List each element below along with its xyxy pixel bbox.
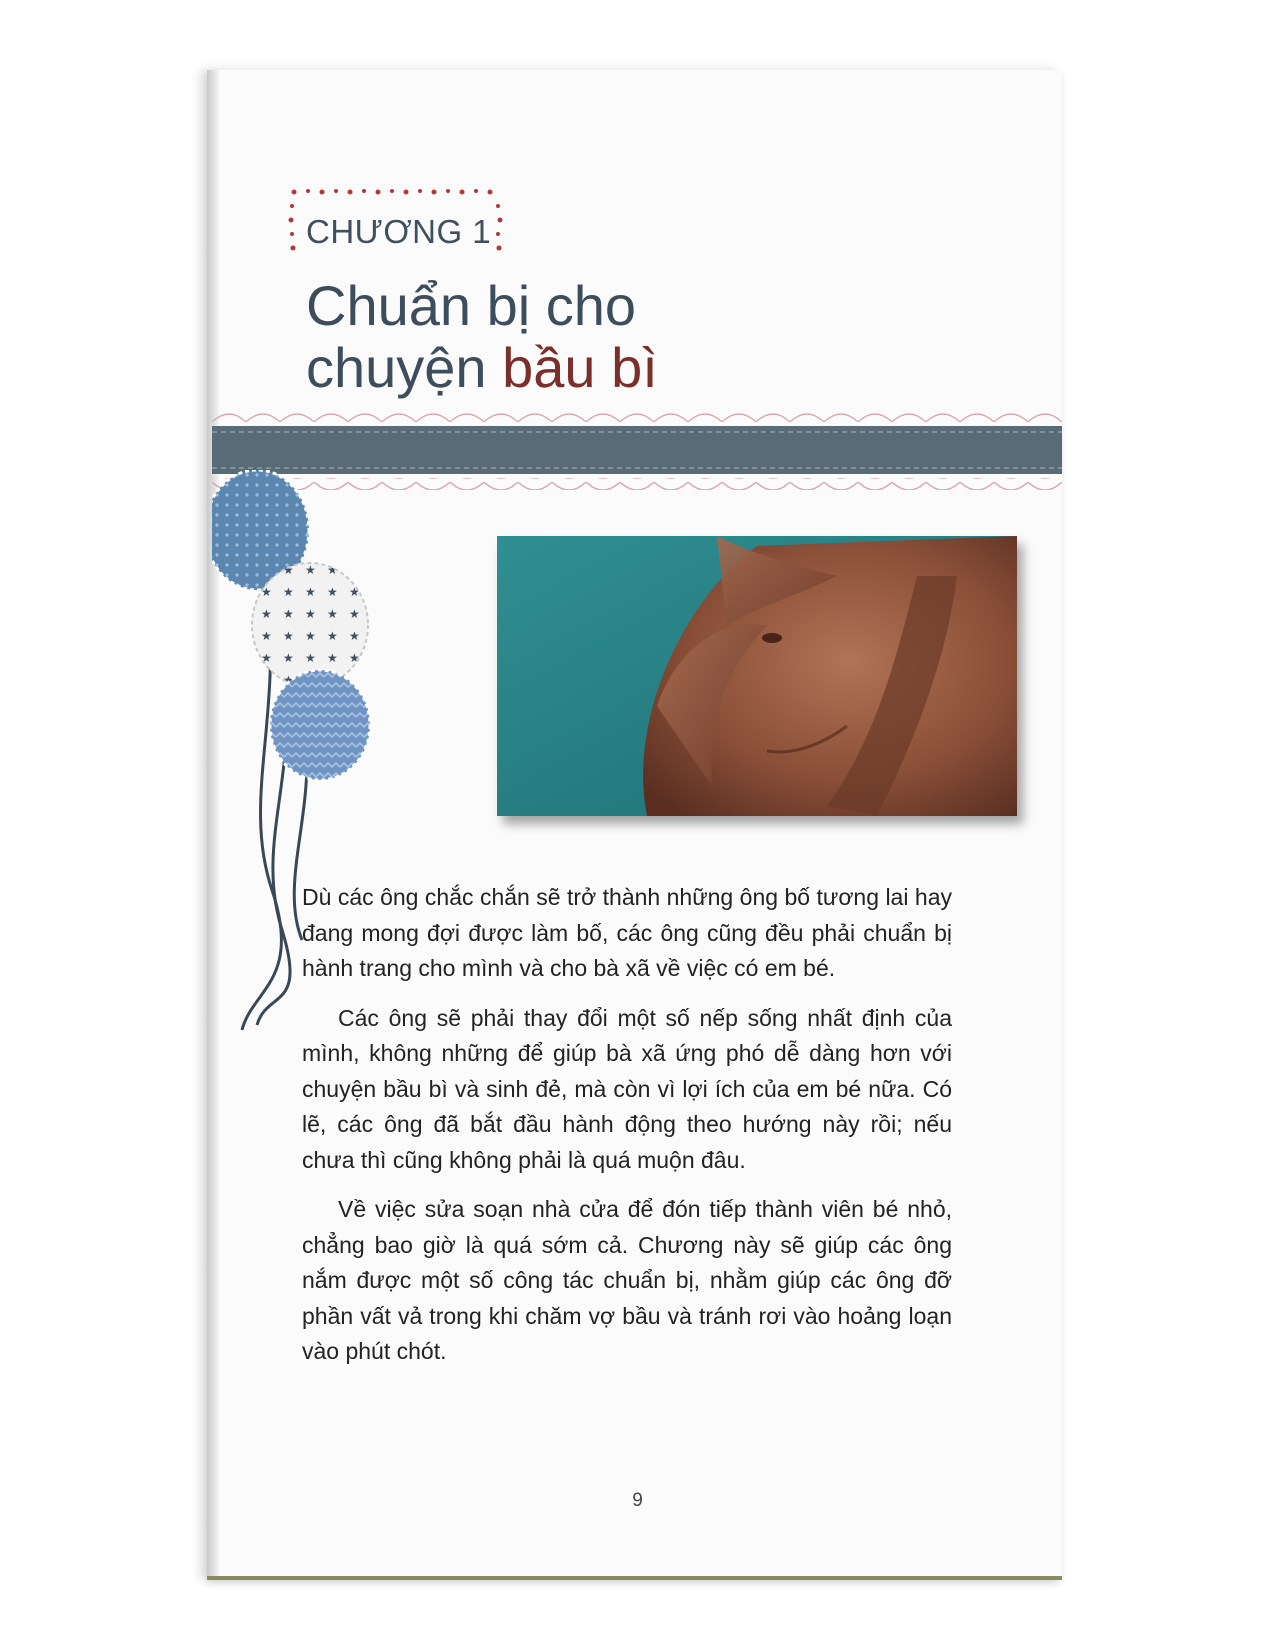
- chapter-label: CHƯƠNG 1: [306, 213, 492, 250]
- chapter-title: [306, 275, 658, 399]
- page-number: 9: [632, 1490, 643, 1511]
- title-line-1: Chuẩn bị cho: [306, 274, 637, 337]
- title-line-2-plain: chuyện: [306, 336, 503, 399]
- paragraph-3: Về việc sửa soạn nhà cửa để đón tiếp thành viên bé nhỏ, chẳng bao giờ là quá sớm cả. Chương này sẽ giúp các ông nắm được một số công tác chuẩn bị, nhằm giúp các ông đỡ phần vất vả trong khi chăm vợ bầu và tránh rơi vào hoảng loạn vào phút chót.: [302, 1196, 952, 1364]
- pregnant-belly-photo: [497, 536, 1017, 816]
- belly-photo-illustration: [497, 536, 1017, 816]
- title-line-2-accent: bầu bì: [502, 336, 658, 399]
- paragraph-2: Các ông sẽ phải thay đổi một số nếp sống nhất định của mình, không những để giúp bà xã ứng phó dễ dàng hơn với chuyện bầu bì và sinh đẻ, mà còn vì lợi ích của em bé nữa. Có lẽ, các ông đã bắt đầu hành động theo hướng này rồi; nếu chưa thì cũng không phải là quá muộn đâu.: [302, 1004, 952, 1173]
- page-bottom-edge: [207, 1576, 1062, 1580]
- body-text: [302, 880, 952, 1384]
- paragraph-1: Dù các ông chắc chắn sẽ trở thành những ông bố tương lai hay đang mong đợi được làm bố, các ông cũng đều phải chuẩn bị hành trang cho mình và cho bà xã về việc có em bé.: [302, 884, 952, 981]
